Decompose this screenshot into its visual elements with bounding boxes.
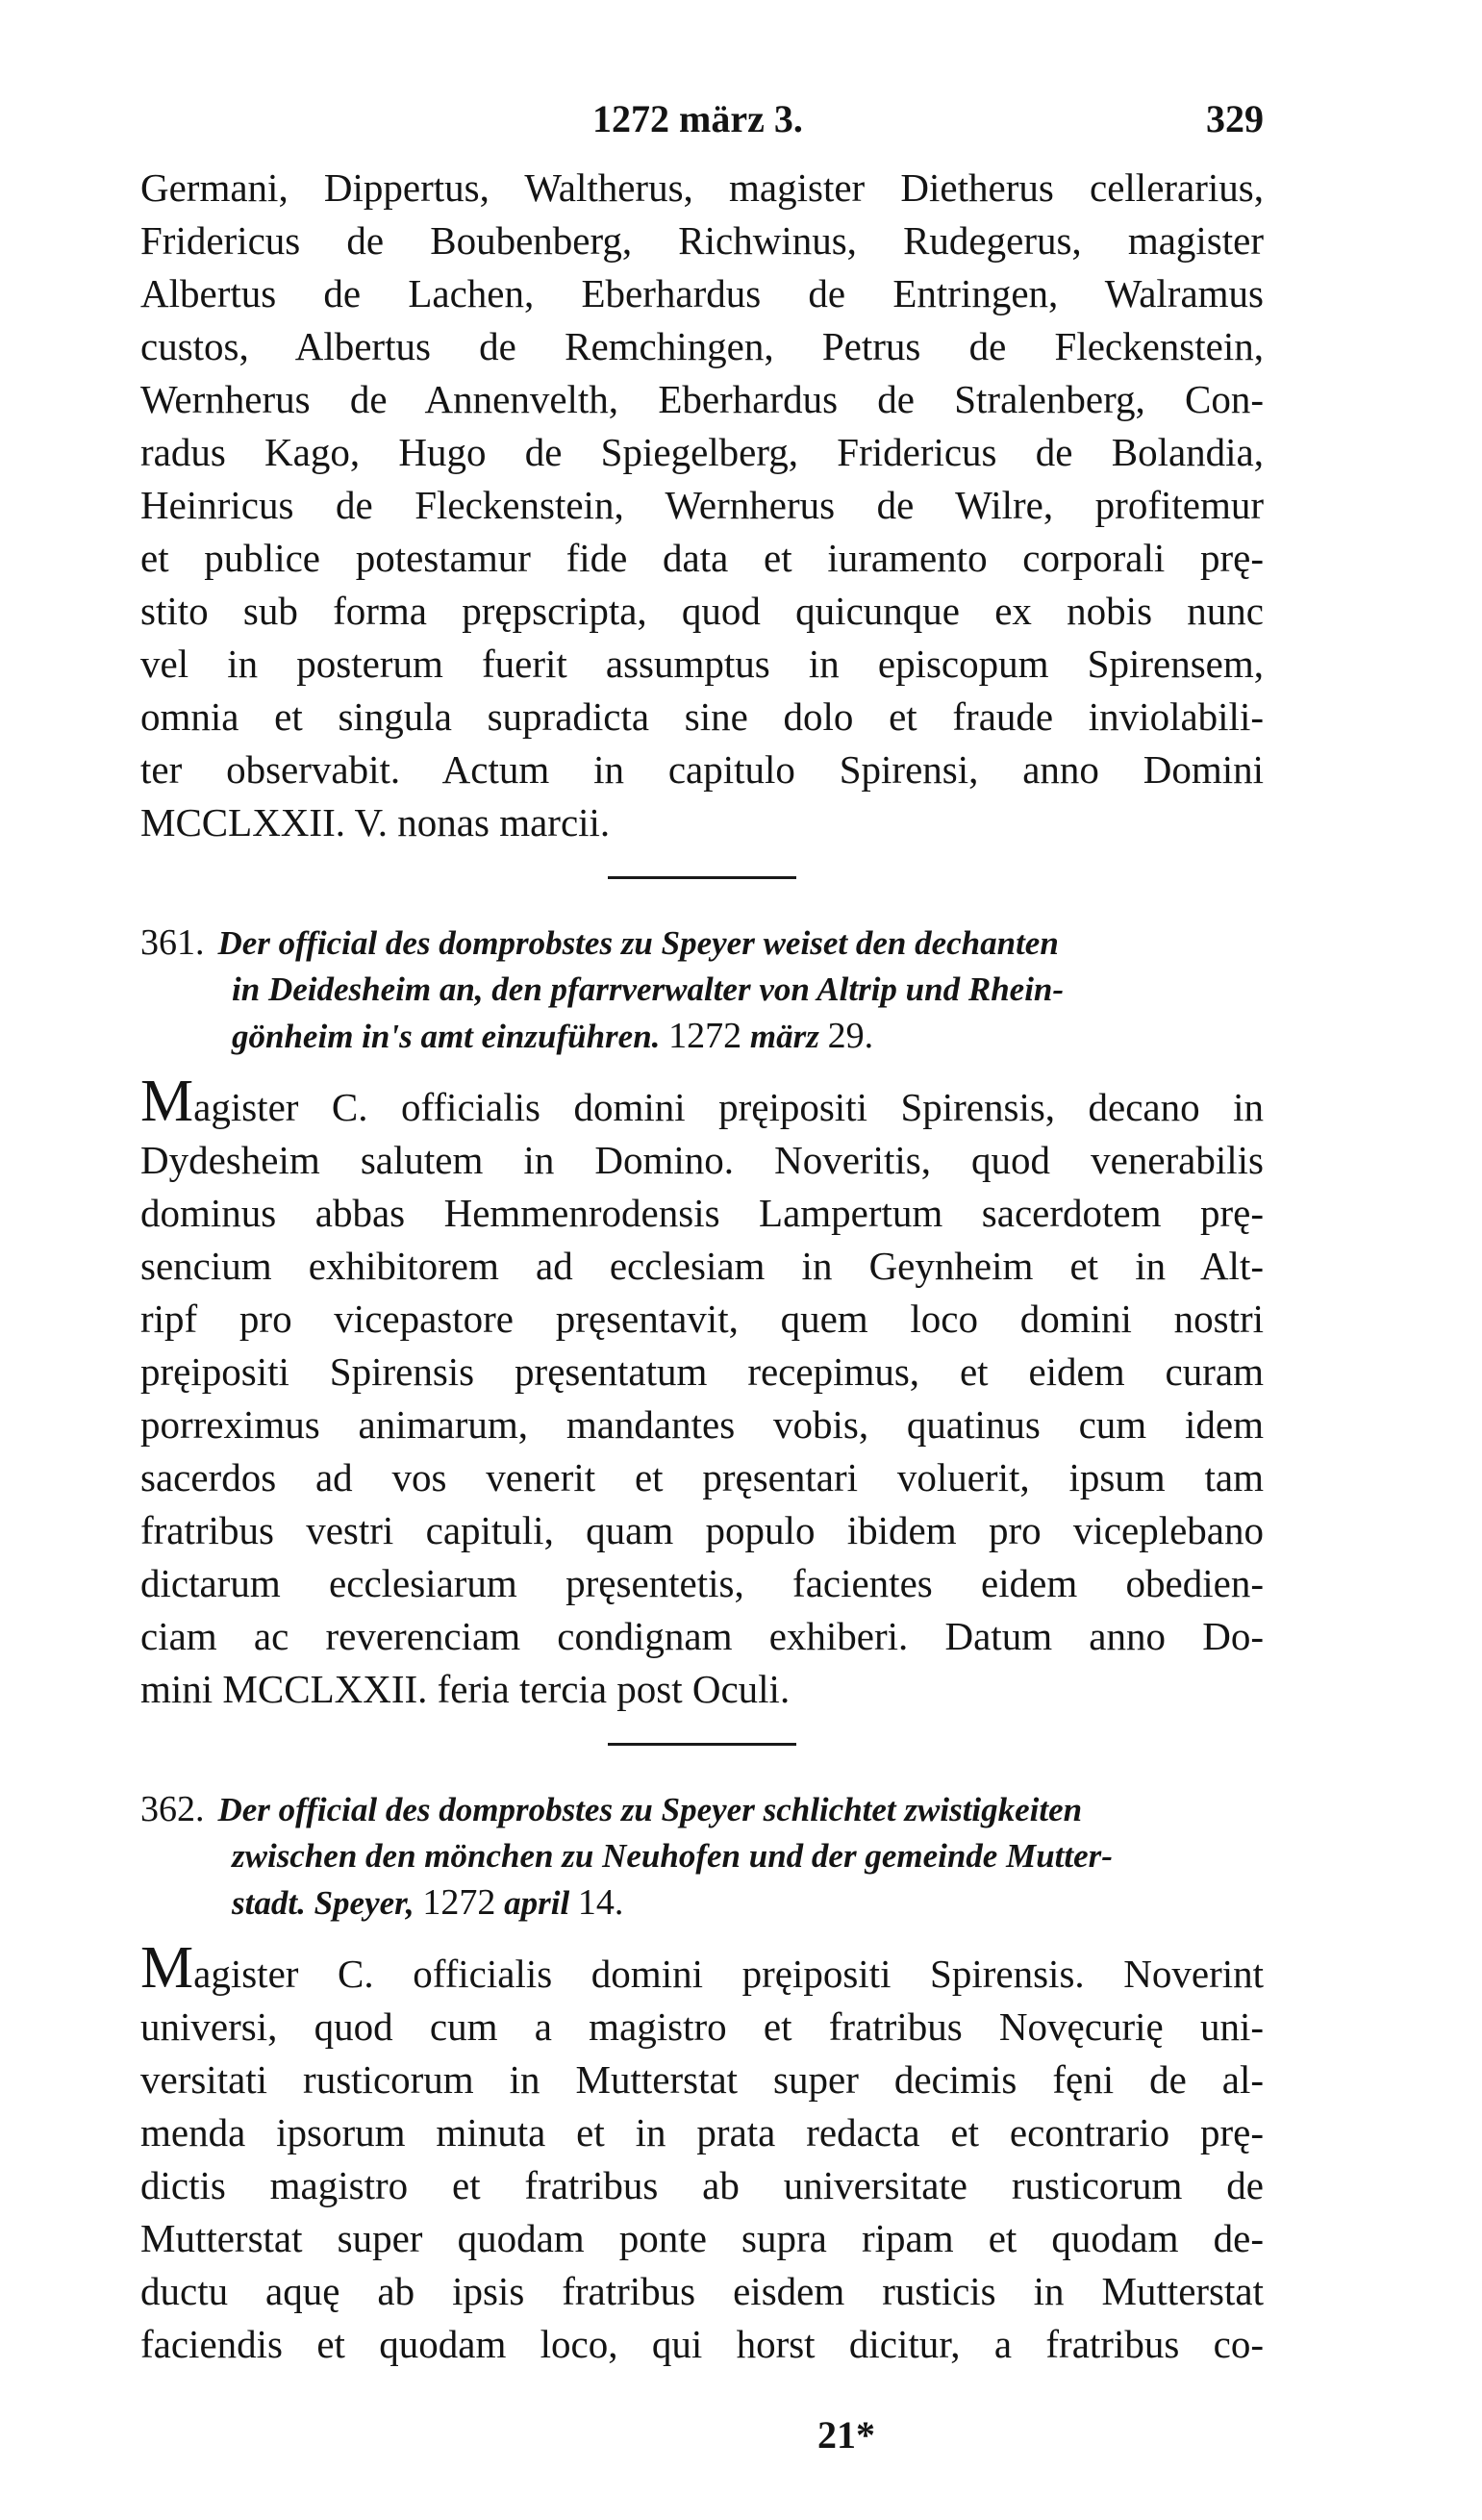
entry-362-heading [140,1786,1264,1927]
text-line: menda ipsorum minuta et in prata redacta et econtrario prę- [140,2110,1264,2155]
text-line: universi, quod cum a magistro et fratribus Novęcurię uni- [140,2004,1264,2049]
text-line: custos, Albertus de Remchingen, Petrus de Fleckenstein, [140,324,1264,368]
text-line: ripf pro vicepastore pręsentavit, quem loco domini nostri [140,1297,1264,1341]
entry-date-year: 1272 [668,1016,742,1056]
entry-date-month: märz [749,1018,819,1055]
text-line: dictarum ecclesiarum pręsentetis, facientes eidem obedien- [140,1561,1264,1605]
text-line: agister C. officialis domini pręipositi Spirensis, decano in [193,1085,1264,1129]
text-line: ter observabit. Actum in capitulo Spirensi, anno Domini [140,747,1264,792]
text-line: Dydesheim salutem in Domino. Noveritis, quod venerabilis [140,1138,1264,1182]
entry-362-body [140,1935,1264,2371]
entry-title-line: in Deidesheim an, den pfarrverwalter von Altrip und Rhein- [232,970,1065,1008]
entry-361-body [140,1069,1264,1716]
page-number: 329 [1206,97,1264,140]
entry-title-line: gönheim in's amt einzuführen. [232,1018,661,1055]
entry-title-line: Der official des domprobstes zu Speyer schlichtet zwistigkeiten [217,1791,1083,1828]
text-line: omnia et singula supradicta sine dolo et fraude inviolabili- [140,694,1264,739]
text-line: sacerdos ad vos venerit et pręsentari voluerit, ipsum tam [140,1455,1264,1499]
text-line: Albertus de Lachen, Eberhardus de Entringen, Walramus [140,271,1264,315]
entry-date-day: 14. [577,1882,624,1923]
entry-title-line: stadt. [232,1884,306,1922]
text-line: versitati rusticorum in Mutterstat super decimis fęni de al- [140,2057,1264,2102]
section-divider [608,1743,796,1746]
text-line: Germani, Dippertus, Waltherus, magister Dietherus cellerarius, [140,165,1264,210]
entry-place: Speyer, [314,1884,414,1922]
drop-initial: M [140,1935,194,2001]
signature-mark: 21* [817,2413,875,2457]
text-line: et publice potestamur fide data et iuramento corporali prę- [140,536,1264,580]
entry-number: 362. [140,1789,205,1829]
text-line: fratribus vestri capituli, quam populo ibidem pro viceplebano [140,1508,1264,1552]
charter-continuation [140,162,1264,849]
section-divider [608,876,796,879]
text-line: ciam ac reverenciam condignam exhiberi. Datum anno Do- [140,1614,1264,1658]
text-line: vel in posterum fuerit assumptus in episcopum Spirensem, [140,642,1264,686]
text-line: sencium exhibitorem ad ecclesiam in Geynheim et in Alt- [140,1244,1264,1288]
text-line: mini MCCLXXII. feria tercia post Oculi. [140,1667,791,1711]
text-line: MCCLXXII. V. nonas marcii. [140,800,611,844]
text-line: Wernherus de Annenvelth, Eberhardus de Stralenberg, Con- [140,377,1264,421]
text-line: faciendis et quodam loco, qui horst dicitur, a fratribus co- [140,2322,1264,2366]
header-date: 1272 märz 3. [592,97,803,140]
text-line: stito sub forma prępscripta, quod quicunque ex nobis nunc [140,589,1264,633]
entry-date-month: april [504,1884,570,1922]
text-line: Fridericus de Boubenberg, Richwinus, Rudegerus, magister [140,218,1264,263]
entry-title-line: zwischen den mönchen zu Neuhofen und der gemeinde Mutter- [232,1837,1113,1875]
text-line: radus Kago, Hugo de Spiegelberg, Fridericus de Bolandia, [140,430,1264,474]
text-line: Mutterstat super quodam ponte supra ripam et quodam de- [140,2216,1264,2260]
text-line: Heinricus de Fleckenstein, Wernherus de Wilre, profitemur [140,483,1264,527]
text-line: agister C. officialis domini pręipositi Spirensis. Noverint [193,1952,1264,1996]
text-line: porreximus animarum, mandantes vobis, quatinus cum idem [140,1402,1264,1447]
text-line: ductu aquę ab ipsis fratribus eisdem rusticis in Mutterstat [140,2269,1264,2313]
document-page [140,96,1264,2371]
entry-361-heading [140,920,1264,1060]
running-head [140,96,1264,154]
text-line: pręipositi Spirensis pręsentatum recepimus, et eidem curam [140,1349,1264,1394]
entry-title-line: Der official des domprobstes zu Speyer weiset den dechanten [217,924,1059,962]
text-line: dictis magistro et fratribus ab universitate rusticorum de [140,2163,1264,2207]
text-line: dominus abbas Hemmenrodensis Lampertum sacerdotem prę- [140,1191,1264,1235]
drop-initial: M [140,1069,194,1134]
entry-date-day: 29. [827,1016,874,1056]
entry-number: 361. [140,922,205,963]
entry-date-year: 1272 [422,1882,496,1923]
